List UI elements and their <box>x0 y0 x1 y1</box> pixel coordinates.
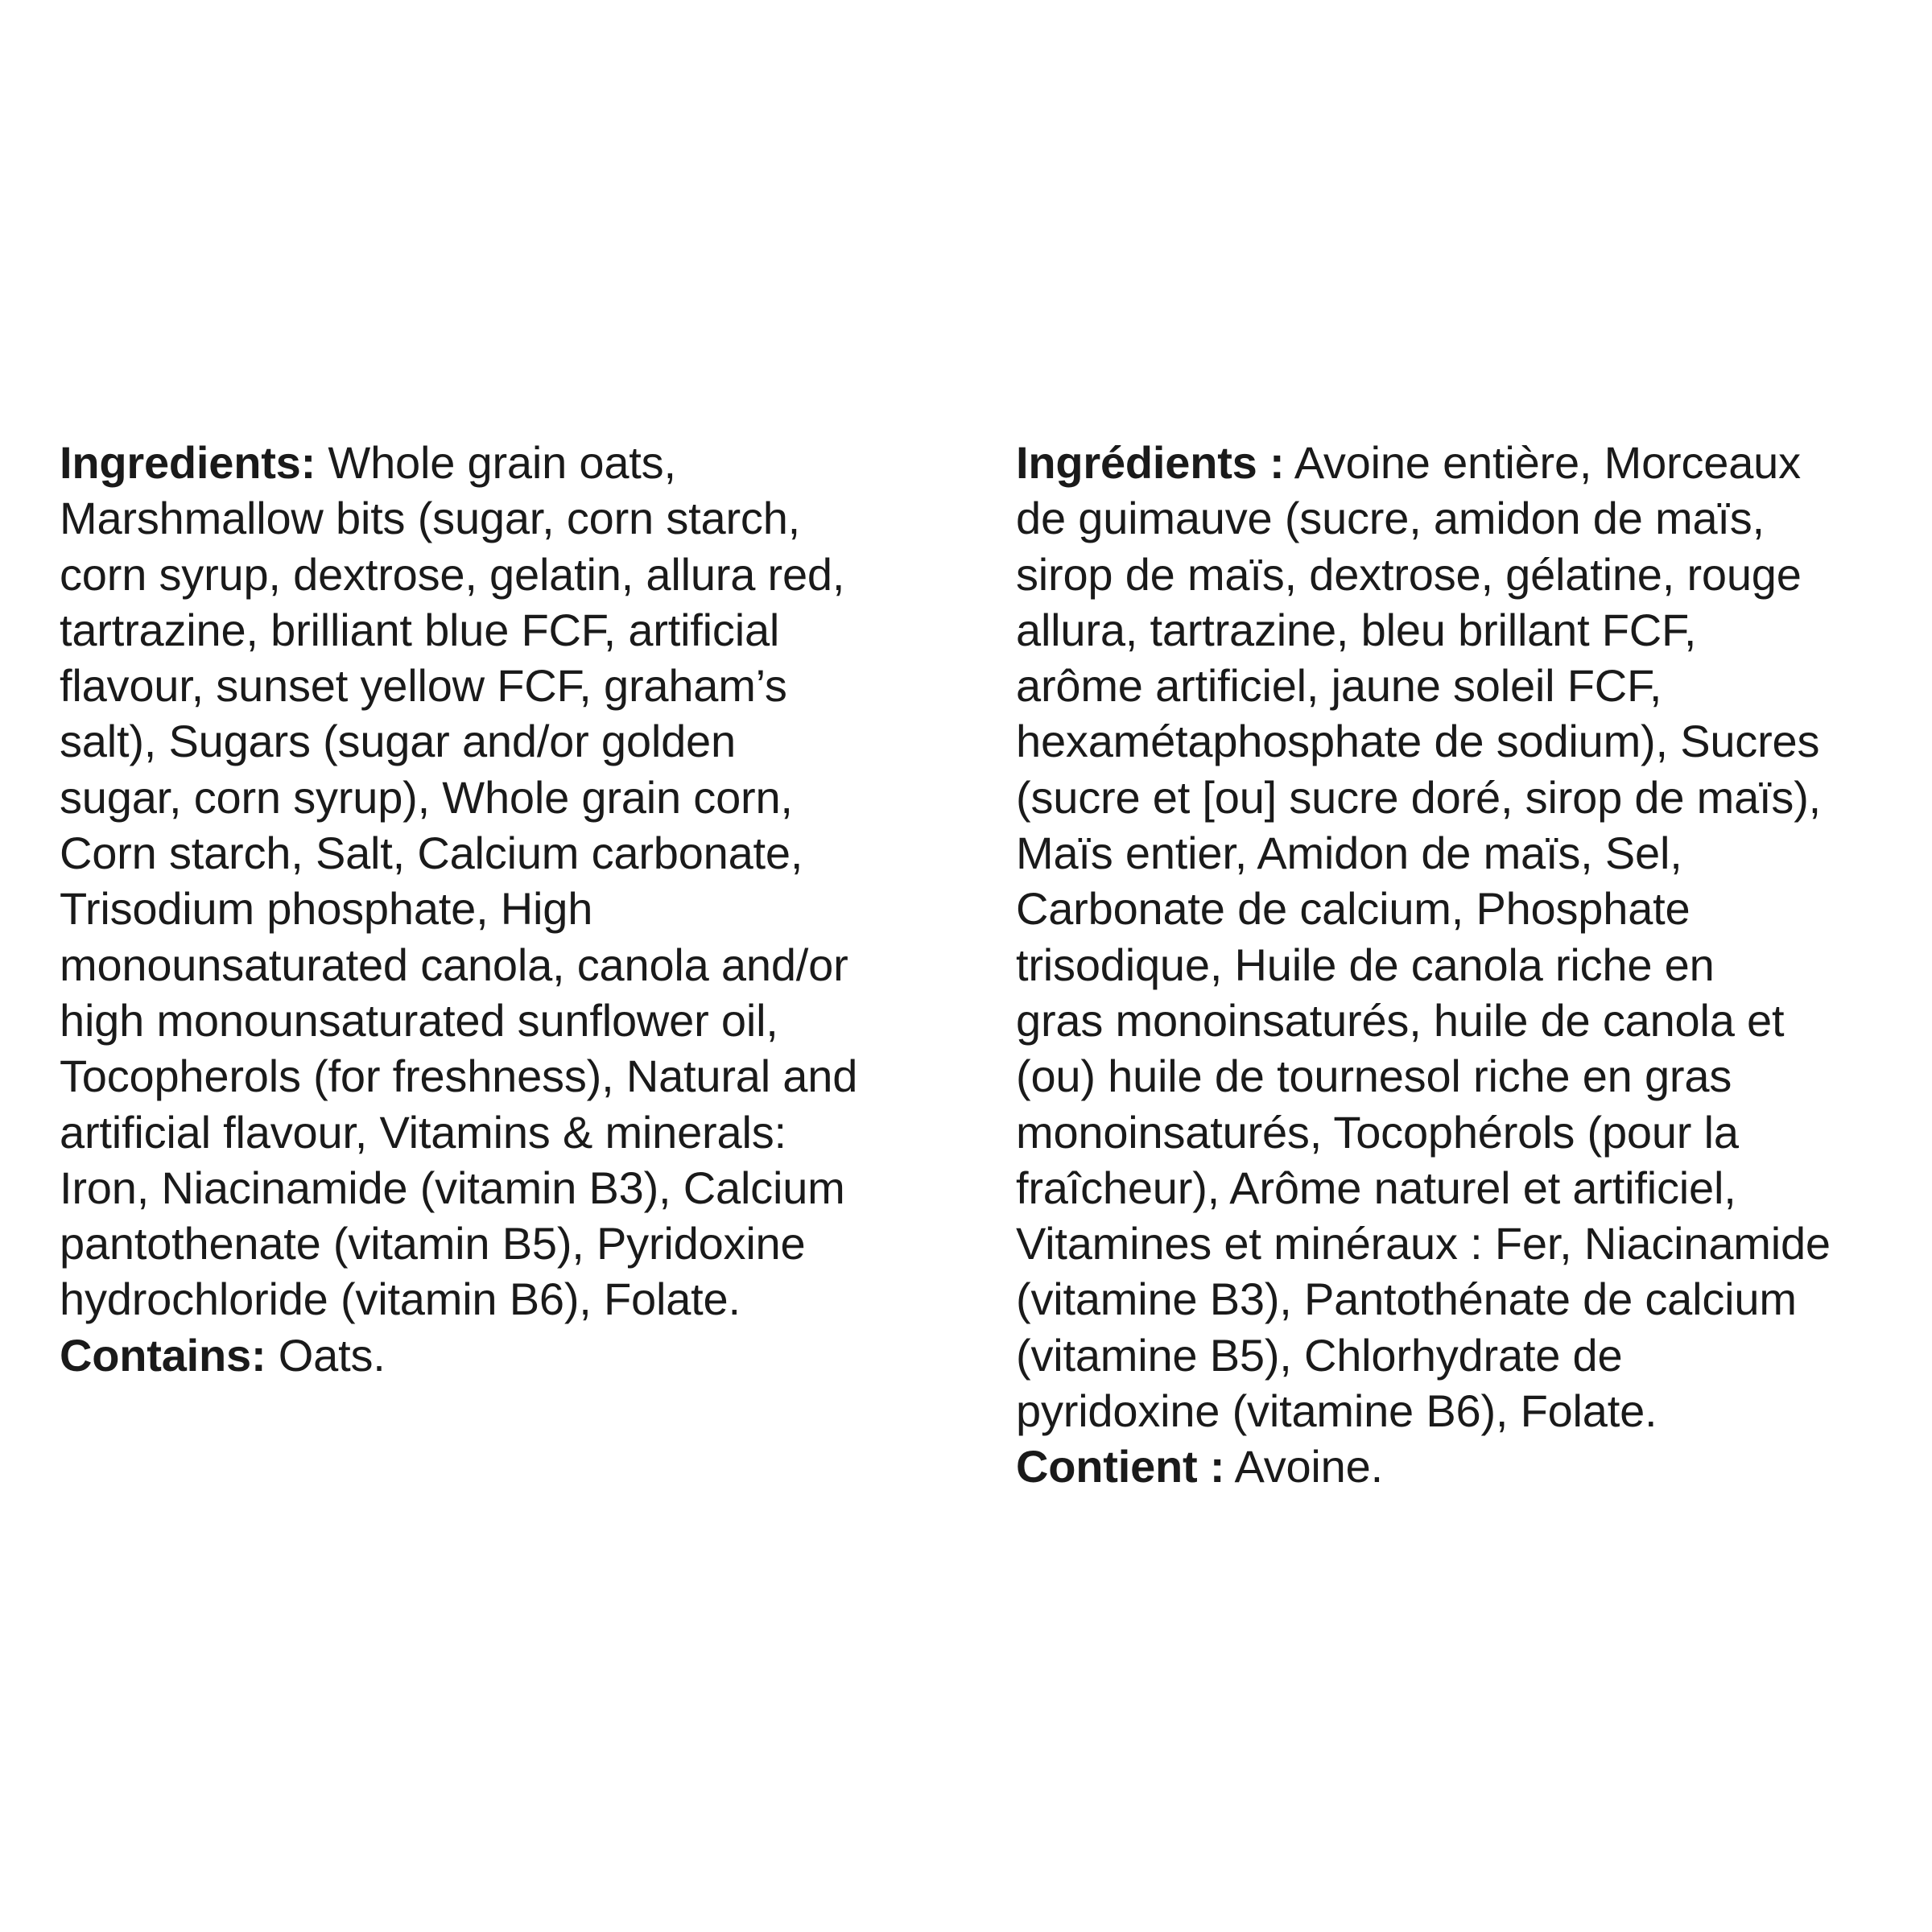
ingredients-line: sirop de maïs, dextrose, gélatine, rouge <box>1016 548 1802 600</box>
contains-heading: Contains: <box>60 1329 266 1381</box>
ingredients-line: pantothenate (vitamin B5), Pyridoxine <box>60 1218 806 1269</box>
ingredients-line: (vitamine B5), Chlorhydrate de <box>1016 1329 1623 1381</box>
ingredients-line: monounsaturated canola, canola and/or <box>60 939 848 990</box>
ingredients-line: Corn starch, Salt, Calcium carbonate, <box>60 828 803 879</box>
ingredients-text: Whole grain oats, <box>316 437 676 488</box>
contains-text: Avoine. <box>1224 1441 1383 1492</box>
ingredients-text: Avoine entière, Morceaux <box>1284 437 1801 488</box>
contains-heading: Contient : <box>1016 1441 1225 1492</box>
ingredients-line: corn syrup, dextrose, gelatin, allura red, <box>60 548 845 600</box>
ingredients-line: high monounsaturated sunflower oil, <box>60 994 778 1046</box>
ingredients-line: (ou) huile de tournesol riche en gras <box>1016 1051 1732 1102</box>
ingredients-line: (sucre et [ou] sucre doré, sirop de maïs), <box>1016 771 1822 823</box>
contains-text: Oats. <box>266 1329 386 1381</box>
ingredients-french <box>1016 435 1918 1495</box>
ingredients-line: arôme artificiel, jaune soleil FCF, <box>1016 660 1662 712</box>
ingredients-line: Vitamines et minéraux : Fer, Niacinamide <box>1016 1218 1831 1269</box>
ingredients-line <box>1016 435 1918 490</box>
ingredients-english <box>60 435 969 1383</box>
ingredients-heading: Ingrédients : <box>1016 437 1285 488</box>
ingredients-line <box>60 435 969 490</box>
contains-line <box>60 1327 969 1383</box>
ingredients-line: tartrazine, brilliant blue FCF, artificial <box>60 604 780 655</box>
ingredients-line: Marshmallow bits (sugar, corn starch, <box>60 493 801 544</box>
ingredients-line: de guimauve (sucre, amidon de maïs, <box>1016 493 1765 544</box>
ingredients-line: Maïs entier, Amidon de maïs, Sel, <box>1016 828 1682 879</box>
ingredients-line: Iron, Niacinamide (vitamin B3), Calcium <box>60 1162 845 1213</box>
ingredients-line: gras monoinsaturés, huile de canola et <box>1016 994 1785 1046</box>
ingredients-line: pyridoxine (vitamine B6), Folate. <box>1016 1385 1657 1437</box>
ingredients-line: Trisodium phosphate, High <box>60 883 593 935</box>
ingredients-line: salt), Sugars (sugar and/or golden <box>60 716 736 767</box>
ingredients-line: fraîcheur), Arôme naturel et artificiel, <box>1016 1162 1736 1213</box>
ingredients-line: allura, tartrazine, bleu brillant FCF, <box>1016 604 1697 655</box>
ingredients-line: hexamétaphosphate de sodium), Sucres <box>1016 716 1820 767</box>
ingredients-line: sugar, corn syrup), Whole grain corn, <box>60 771 793 823</box>
contains-line <box>1016 1439 1918 1494</box>
ingredients-line: artificial flavour, Vitamins & minerals: <box>60 1106 786 1158</box>
ingredients-heading: Ingredients: <box>60 437 316 488</box>
ingredients-line: monoinsaturés, Tocophérols (pour la <box>1016 1106 1739 1158</box>
ingredients-line: (vitamine B3), Pantothénate de calcium <box>1016 1274 1797 1325</box>
ingredients-line: Tocopherols (for freshness), Natural and <box>60 1051 858 1102</box>
ingredients-line: trisodique, Huile de canola riche en <box>1016 939 1715 990</box>
ingredients-line: Carbonate de calcium, Phosphate <box>1016 883 1690 935</box>
ingredients-line: flavour, sunset yellow FCF, graham’s <box>60 660 787 712</box>
ingredients-line: hydrochloride (vitamin B6), Folate. <box>60 1274 741 1325</box>
